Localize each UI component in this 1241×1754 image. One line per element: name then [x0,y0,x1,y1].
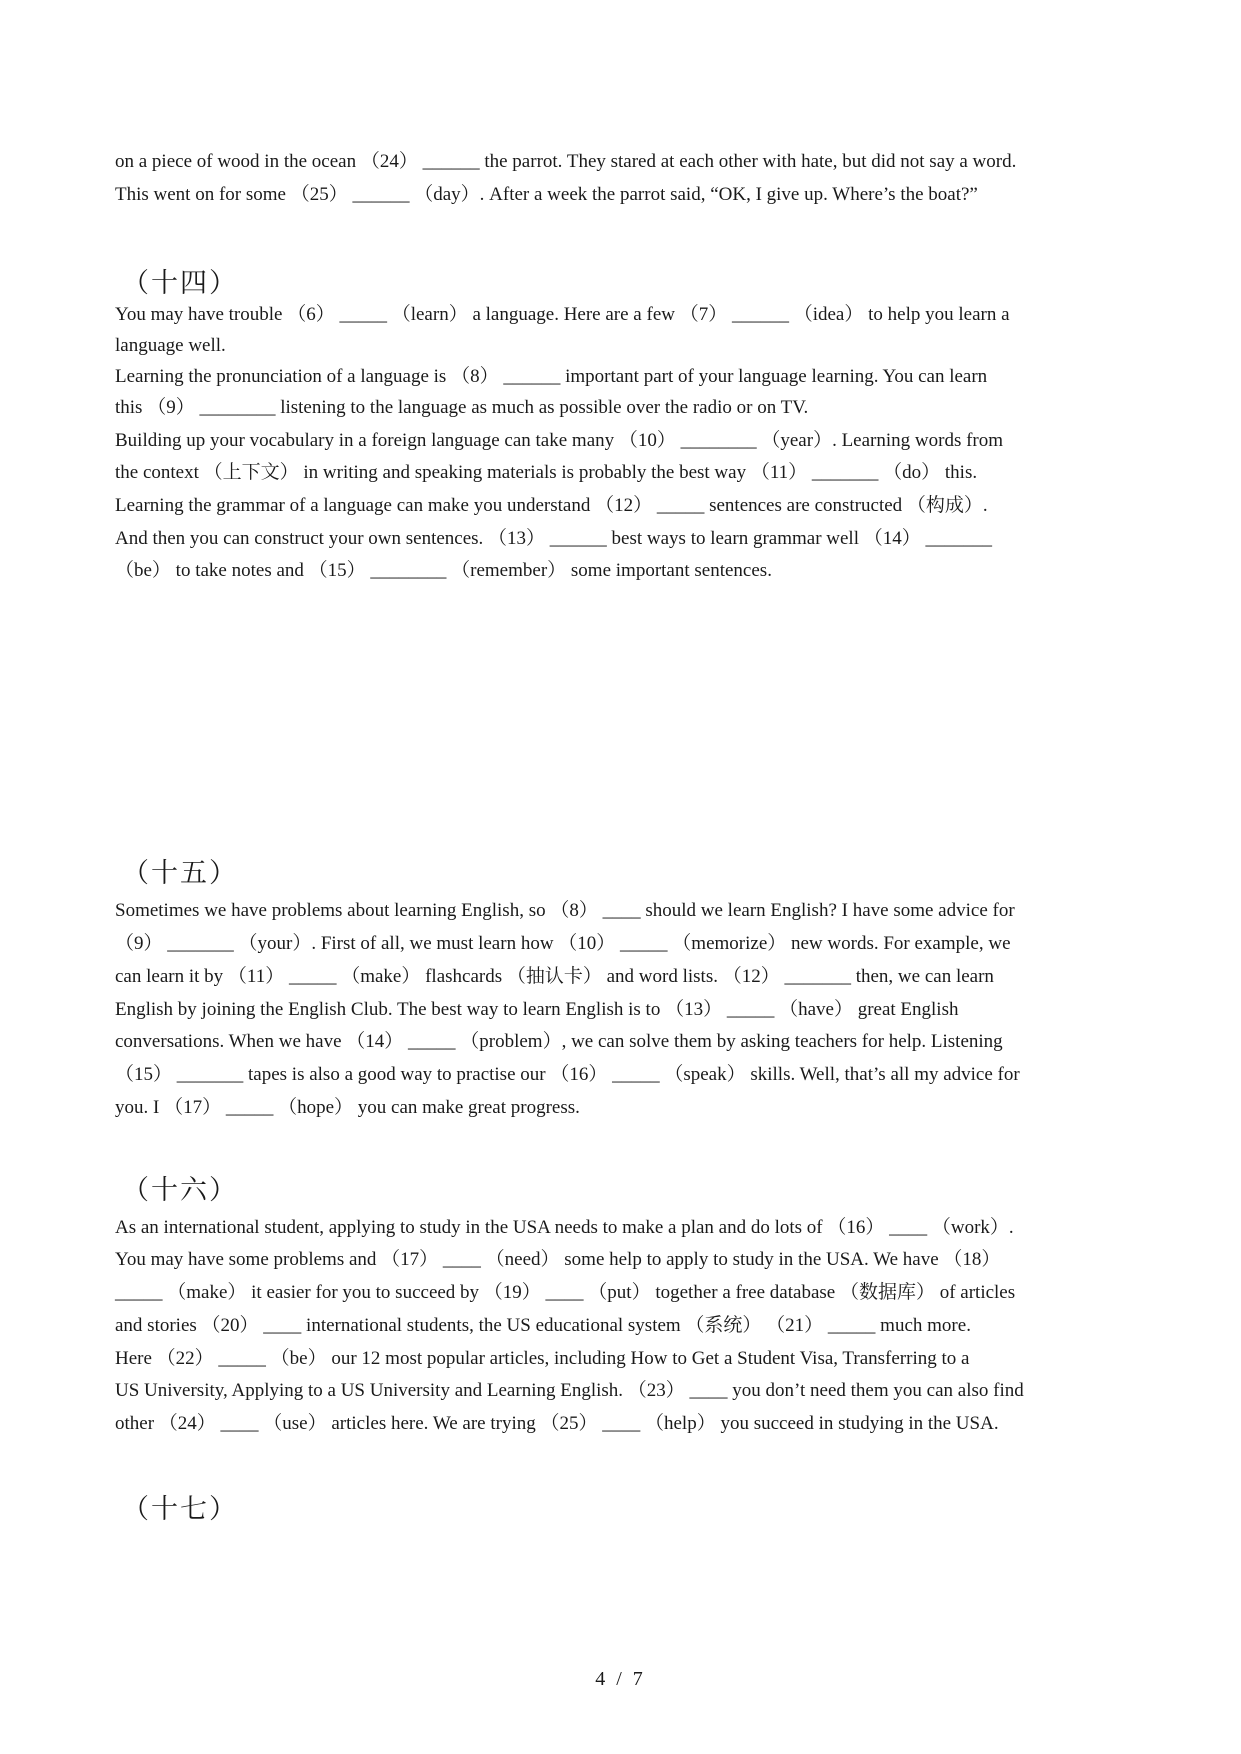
text-line: you. I （17） _____ （hope） you can make great progress. [115,1097,580,1118]
text-line: Learning the pronunciation of a language is （8） ______ important part of your language learning. You can learn [115,366,988,387]
text-line: You may have some problems and （17） ____ （need） some help to apply to study in the USA. We have （18） [115,1249,1001,1270]
text-line: English by joining the English Club. The best way to learn English is to （13） _____ （have） great English [115,999,959,1020]
text-line: US University, Applying to a US University and Learning English. （23） ____ you don’t need them you can also find [115,1380,1024,1401]
text-line: Learning the grammar of a language can make you understand （12） _____ sentences are constructed （构成）. [115,495,988,516]
text-line: this （9） ________ listening to the language as much as possible over the radio or on TV. [115,397,809,418]
page-number: 4 / 7 [595,1668,646,1690]
text-line: on a piece of wood in the ocean （24） ______ the parrot. They stared at each other with hate, but did not say a word. [115,151,1017,172]
text-line: （15） _______ tapes is also a good way to practise our （16） _____ （speak） skills. Well, that’s all my advice for [115,1064,1020,1085]
section-heading-17: （十七） [122,1494,238,1525]
text-line: This went on for some （25） ______ （day）. After a week the parrot said, “OK, I give up. Where’s the boat?” [115,184,978,205]
text-line: Building up your vocabulary in a foreign language can take many （10） ________ （year）. Learning words from [115,430,1004,451]
section-heading-14: （十四） [122,268,238,299]
section-heading-16: （十六） [122,1175,238,1206]
text-line: You may have trouble （6） _____ （learn） a language. Here are a few （7） ______ （idea） to help you learn a [115,304,1010,325]
text-line: Sometimes we have problems about learning English, so （8） ____ should we learn English? I have some advice for [115,900,1015,921]
text-line: other （24） ____ （use） articles here. We are trying （25） ____ （help） you succeed in studying in the USA. [115,1413,999,1434]
text-line: the context （上下文） in writing and speaking materials is probably the best way （11） _______ （do） this. [115,462,978,483]
section-heading-15: （十五） [122,858,238,889]
text-line: and stories （20） ____ international students, the US educational system （系统） （21） _____ much more. [115,1315,971,1336]
text-line: can learn it by （11） _____ （make） flashcards （抽认卡） and word lists. （12） _______ then, we can learn [115,966,994,987]
text-line: And then you can construct your own sentences. （13） ______ best ways to learn grammar well （14） _______ [115,528,992,549]
text-line: As an international student, applying to study in the USA needs to make a plan and do lots of （16） ____ （work）. [115,1217,1014,1238]
text-line: conversations. When we have （14） _____ （problem）, we can solve them by asking teachers for help. Listening [115,1031,1003,1052]
text-line: _____ （make） it easier for you to succeed by （19） ____ （put） together a free database （数据库） of articles [115,1282,1016,1303]
text-line: language well. [115,335,226,356]
text-line: （9） _______ （your）. First of all, we must learn how （10） _____ （memorize） new words. For example, we [115,933,1011,954]
text-line: Here （22） _____ （be） our 12 most popular articles, including How to Get a Student Visa, Transferring to a [115,1348,970,1369]
text-line: （be） to take notes and （15） ________ （remember） some important sentences. [115,560,772,581]
